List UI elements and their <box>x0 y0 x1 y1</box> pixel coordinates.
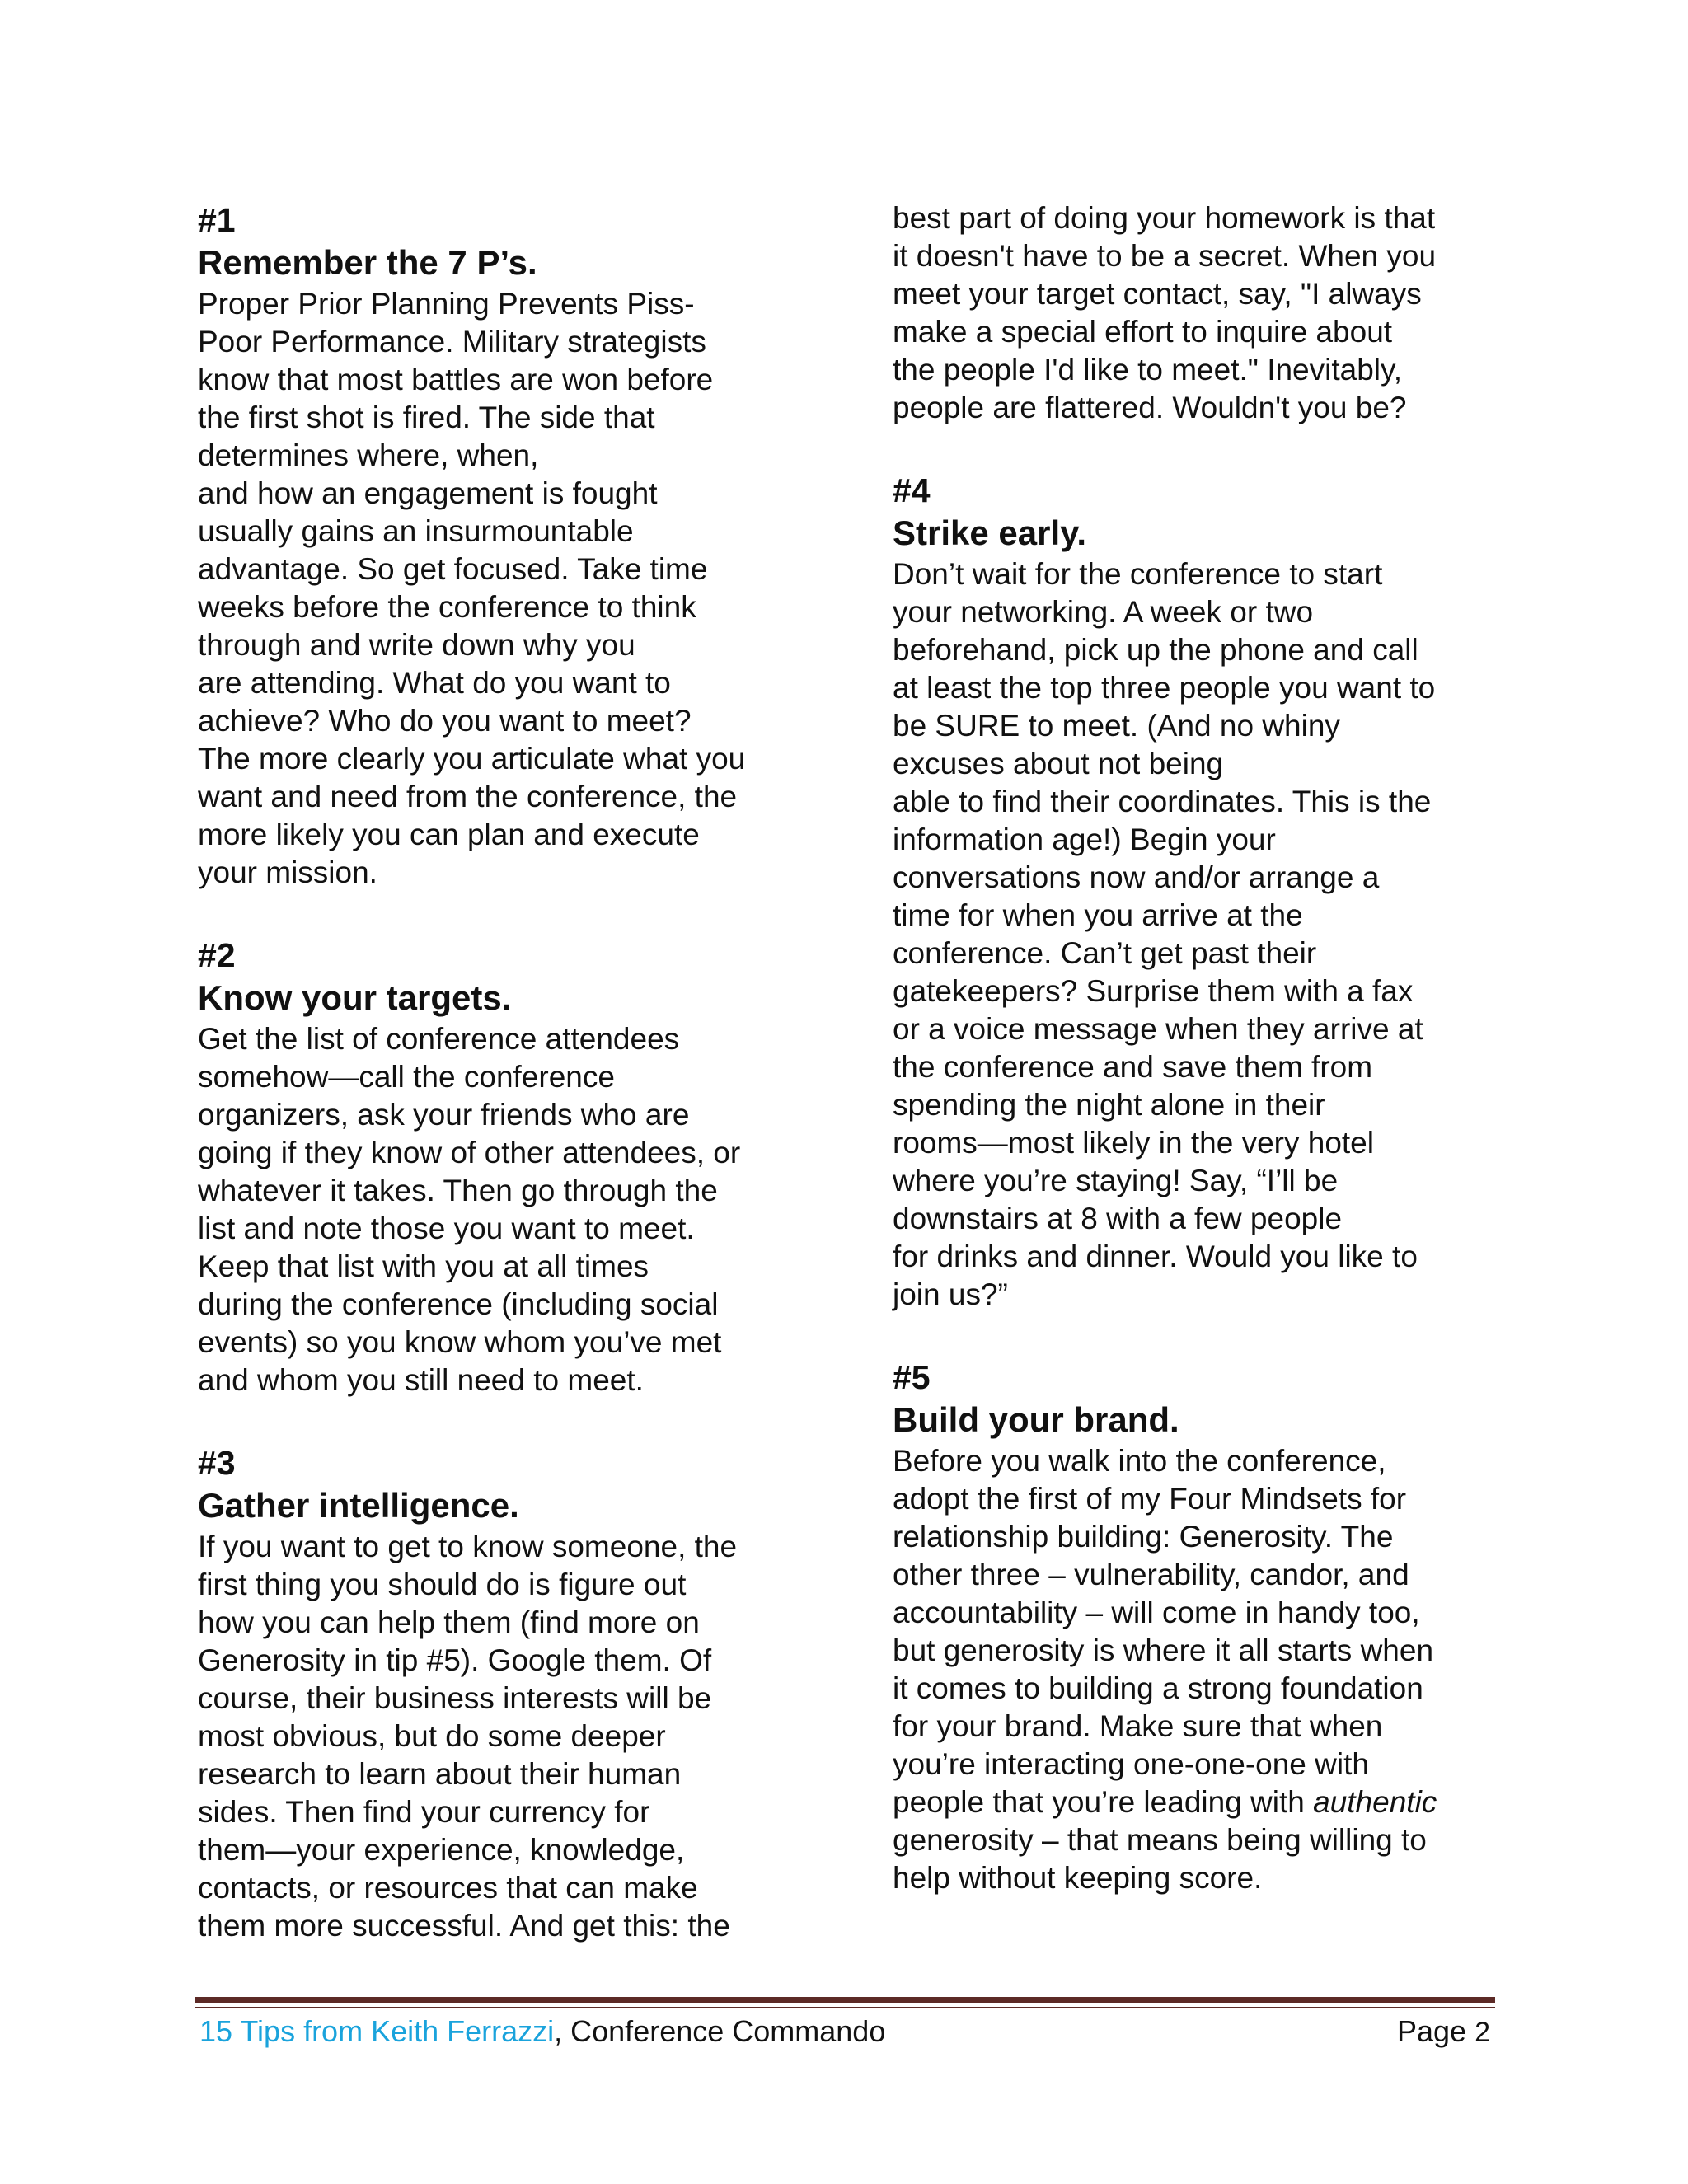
body-line: make a special effort to inquire about <box>893 315 1393 349</box>
tip-body <box>893 555 1503 1314</box>
body-line: join us?” <box>893 1277 1008 1311</box>
body-line: want and need from the conference, the <box>198 780 738 813</box>
body-line: people are flattered. Wouldn't you be? <box>893 391 1407 424</box>
body-line: Get the list of conference attendees <box>198 1022 680 1056</box>
tip-title: Build your brand. <box>893 1400 1179 1439</box>
footer-title <box>199 2013 885 2050</box>
body-line: rooms—most likely in the very hotel <box>893 1126 1374 1160</box>
body-line: at least the top three people you want to <box>893 671 1436 705</box>
emphasis-text: authentic <box>1313 1785 1437 1819</box>
body-line: your networking. A week or two <box>893 595 1314 629</box>
tip-title: Know your targets. <box>198 978 512 1017</box>
body-line: course, their business interests will be <box>198 1681 712 1715</box>
body-line: but generosity is where it all starts when <box>893 1633 1434 1667</box>
body-line: somehow—call the conference <box>198 1060 615 1094</box>
body-line: contacts, or resources that can make <box>198 1871 698 1905</box>
tip-3 <box>198 1442 808 1945</box>
body-line: be SURE to meet. (And no whiny <box>893 709 1340 743</box>
body-line: organizers, ask your friends who are <box>198 1098 690 1132</box>
body-line: weeks before the conference to think <box>198 590 696 624</box>
footer-title-rest: , Conference Commando <box>554 2014 886 2048</box>
tip-number: #4 <box>893 471 931 509</box>
body-line: usually gains an insurmountable <box>198 514 634 548</box>
body-line: gatekeepers? Surprise them with a fax <box>893 974 1414 1008</box>
tip-4 <box>893 470 1503 1314</box>
body-line: Keep that list with you at all times <box>198 1249 649 1283</box>
body-line: excuses about not being <box>893 747 1224 780</box>
body-line: Don’t wait for the conference to start <box>893 557 1383 591</box>
body-line: beforehand, pick up the phone and call <box>893 633 1418 667</box>
body-line: going if they know of other attendees, or <box>198 1136 741 1169</box>
body-line: the first shot is fired. The side that <box>198 401 655 434</box>
tip-number: #1 <box>198 201 236 239</box>
footer-rule-thick <box>195 1997 1495 2003</box>
page-number: 2 <box>1475 2017 1490 2048</box>
tip-1 <box>198 199 808 892</box>
body-line: for your brand. Make sure that when <box>893 1709 1383 1743</box>
body-line: able to find their coordinates. This is the <box>893 785 1432 818</box>
body-line: research to learn about their human <box>198 1757 682 1791</box>
tip-number: #2 <box>198 936 236 974</box>
tip-body <box>893 1442 1503 1897</box>
body-line: Before you walk into the conference, <box>893 1444 1386 1478</box>
body-line: The more clearly you articulate what you <box>198 742 746 776</box>
body-line: spending the night alone in their <box>893 1088 1325 1122</box>
footer-rule-thin <box>195 2007 1495 2008</box>
tip-body <box>198 285 808 892</box>
tip-2 <box>198 935 808 1399</box>
body-line: other three – vulnerability, candor, and <box>893 1558 1409 1591</box>
body-line: first thing you should do is figure out <box>198 1568 687 1601</box>
body-line: for drinks and dinner. Would you like to <box>893 1240 1418 1273</box>
body-line: through and write down why you <box>198 628 635 662</box>
body-line: accountability – will come in handy too, <box>893 1596 1420 1629</box>
body-line: events) so you know whom you’ve met <box>198 1325 722 1359</box>
body-line: whatever it takes. Then go through the <box>198 1174 718 1207</box>
tip-body <box>198 1020 808 1399</box>
body-line: during the conference (including social <box>198 1287 719 1321</box>
body-line: the conference and save them from <box>893 1050 1373 1084</box>
body-line: how you can help them (find more on <box>198 1605 700 1639</box>
body-line <box>893 1783 1503 1821</box>
body-line: Generosity in tip #5). Google them. Of <box>198 1643 712 1677</box>
tip-title: Strike early. <box>893 513 1087 552</box>
body-line: Proper Prior Planning Prevents Piss- <box>198 287 695 321</box>
body-line: If you want to get to know someone, the <box>198 1530 738 1563</box>
body-line: your mission. <box>198 855 377 889</box>
body-line: information age!) Begin your <box>893 823 1276 856</box>
body-line: achieve? Who do you want to meet? <box>198 704 692 738</box>
body-line: where you’re staying! Say, “I’ll be <box>893 1164 1339 1197</box>
body-line: help without keeping score. <box>893 1861 1263 1895</box>
right-column <box>893 199 1503 1897</box>
body-line: are attending. What do you want to <box>198 666 671 700</box>
body-line: advantage. So get focused. Take time <box>198 552 708 586</box>
body-line: them more successful. And get this: the <box>198 1909 730 1943</box>
body-line: or a voice message when they arrive at <box>893 1012 1423 1046</box>
body-line: it doesn't have to be a secret. When you <box>893 239 1437 273</box>
left-column <box>198 199 808 1945</box>
body-line: conference. Can’t get past their <box>893 936 1317 970</box>
body-text: people that you’re leading with <box>893 1785 1314 1819</box>
tip-number: #3 <box>198 1444 236 1482</box>
tip-title: Remember the 7 P’s. <box>198 243 537 282</box>
tip-number: #5 <box>893 1358 931 1396</box>
body-line: time for when you arrive at the <box>893 898 1303 932</box>
body-line: relationship building: Generosity. The <box>893 1520 1394 1554</box>
body-line: it comes to building a strong foundation <box>893 1671 1423 1705</box>
body-line: them—your experience, knowledge, <box>198 1833 685 1867</box>
body-line: downstairs at 8 with a few people <box>893 1202 1343 1235</box>
tip-5 <box>893 1357 1503 1897</box>
body-line: meet your target contact, say, "I always <box>893 277 1422 311</box>
body-line: adopt the first of my Four Mindsets for <box>893 1482 1407 1516</box>
body-line: most obvious, but do some deeper <box>198 1719 666 1753</box>
page-indicator <box>1397 2013 1490 2051</box>
body-line: Poor Performance. Military strategists <box>198 325 706 359</box>
page-label: Page <box>1397 2014 1475 2048</box>
body-line: and whom you still need to meet. <box>198 1363 644 1397</box>
body-line: more likely you can plan and execute <box>198 818 700 851</box>
body-line: list and note those you want to meet. <box>198 1212 695 1245</box>
body-line: best part of doing your homework is that <box>893 201 1436 235</box>
body-line: generosity – that means being willing to <box>893 1823 1427 1857</box>
body-line: and how an engagement is fought <box>198 476 658 510</box>
body-line: determines where, when, <box>198 438 539 472</box>
footer-link[interactable]: 15 Tips from Keith Ferrazzi <box>199 2014 555 2048</box>
body-line: the people I'd like to meet." Inevitably, <box>893 353 1403 387</box>
tip-title: Gather intelligence. <box>198 1486 519 1525</box>
body-line: conversations now and/or arrange a <box>893 860 1380 894</box>
body-line: know that most battles are won before <box>198 363 714 396</box>
tip-body <box>198 1528 808 1945</box>
body-line: you’re interacting one-one-one with <box>893 1747 1369 1781</box>
tip-3-continued <box>893 199 1503 427</box>
body-line: sides. Then find your currency for <box>198 1795 650 1829</box>
